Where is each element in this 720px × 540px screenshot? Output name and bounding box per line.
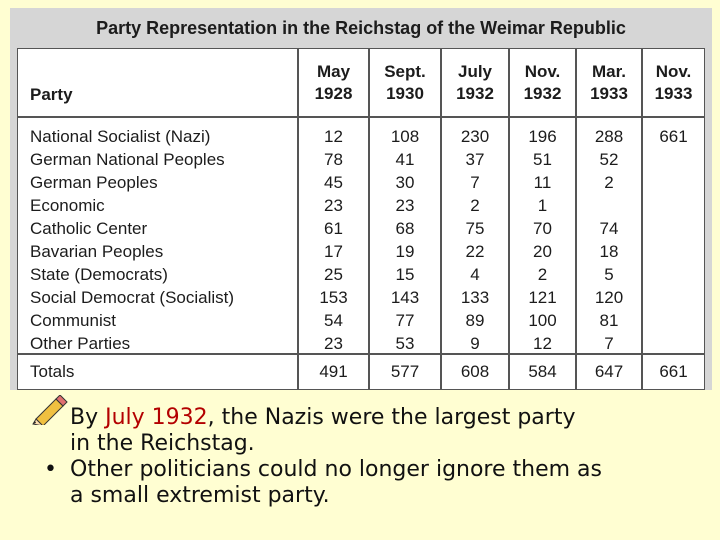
seat-count: 7	[470, 173, 480, 192]
seat-count	[643, 240, 704, 263]
seat-count: 77	[395, 311, 415, 330]
seat-count: 25	[324, 265, 343, 284]
total-seats: 491	[319, 362, 348, 381]
seat-count: 22	[465, 242, 485, 261]
party-name: Communist	[30, 311, 116, 330]
seat-count: 61	[324, 219, 343, 238]
seat-count	[577, 194, 641, 217]
column-header: Sept. 1930	[384, 62, 426, 103]
highlight-date: July 1932	[105, 405, 208, 430]
party-name: State (Democrats)	[30, 265, 168, 284]
seat-count: 1	[537, 196, 548, 215]
seat-count: 20	[533, 242, 552, 261]
seat-count: 81	[599, 311, 619, 330]
total-seats: 584	[528, 362, 557, 381]
seat-count: 7	[604, 334, 614, 353]
party-column-header: Party	[30, 85, 73, 104]
seat-count	[643, 286, 704, 309]
seat-count	[643, 171, 704, 194]
seat-count: 12	[533, 334, 552, 353]
seat-count: 41	[395, 150, 415, 169]
notes	[30, 405, 700, 509]
seat-count: 74	[599, 219, 619, 238]
total-seats: 577	[390, 362, 420, 381]
seat-count: 45	[324, 173, 343, 192]
reichstag-table	[10, 8, 712, 390]
note-1: By July 1932, the Nazis were the largest party in the Reichstag.	[30, 405, 700, 457]
column-header: Nov. 1932	[523, 62, 562, 103]
seat-count: 120	[594, 288, 624, 307]
seat-count: 17	[324, 242, 343, 261]
seat-count: 89	[465, 311, 485, 330]
seat-count: 68	[395, 219, 415, 238]
column-header: Mar. 1933	[590, 62, 628, 103]
seat-count: 37	[465, 150, 485, 169]
seat-count: 12	[324, 127, 343, 146]
party-name: German National Peoples	[30, 150, 225, 169]
column-header: Nov. 1933	[654, 62, 693, 103]
party-name: German Peoples	[30, 173, 158, 192]
seat-count	[643, 148, 704, 171]
column-header: May 1928	[314, 62, 353, 103]
seat-count: 100	[528, 311, 557, 330]
seat-count: 23	[324, 334, 343, 353]
total-seats: 608	[460, 362, 490, 381]
pencil-icon	[30, 395, 68, 425]
totals-label: Totals	[30, 362, 75, 381]
seat-count: 143	[390, 288, 420, 307]
seat-count: 51	[533, 150, 552, 169]
party-name: Catholic Center	[30, 219, 148, 238]
party-name: National Socialist (Nazi)	[30, 127, 211, 146]
seat-count: 54	[324, 311, 343, 330]
seat-count: 9	[470, 334, 480, 353]
seat-count: 2	[470, 196, 480, 215]
party-name: Bavarian Peoples	[30, 242, 164, 261]
seat-count: 153	[319, 288, 348, 307]
seat-count: 121	[528, 288, 557, 307]
bullet-icon: •	[44, 457, 57, 482]
seat-count: 53	[395, 334, 415, 353]
seat-count: 18	[599, 242, 619, 261]
column-header: July 1932	[456, 62, 494, 103]
seat-count: 661	[659, 127, 688, 146]
seat-count: 108	[390, 127, 420, 146]
seat-count	[643, 263, 704, 286]
header-divider	[18, 116, 704, 118]
seat-count: 52	[599, 150, 619, 169]
party-name: Economic	[30, 196, 105, 215]
seat-count: 78	[324, 150, 343, 169]
seat-count	[643, 309, 704, 332]
seat-count: 23	[395, 196, 415, 215]
table-body	[17, 48, 705, 390]
seat-count: 2	[604, 173, 614, 192]
seat-count	[643, 332, 704, 355]
seat-count: 196	[528, 127, 557, 146]
seat-count	[643, 194, 704, 217]
seat-count: 5	[604, 265, 614, 284]
seat-count: 75	[465, 219, 485, 238]
seat-count: 15	[395, 265, 415, 284]
seat-count: 4	[470, 265, 480, 284]
seat-count: 133	[460, 288, 490, 307]
seat-count: 19	[395, 242, 415, 261]
seat-count: 23	[324, 196, 343, 215]
total-seats: 661	[659, 362, 688, 381]
seat-count: 11	[533, 173, 552, 192]
table-title: Party Representation in the Reichstag of the Weimar Republic	[96, 18, 626, 38]
seat-count: 30	[395, 173, 415, 192]
party-name: Social Democrat (Socialist)	[30, 288, 235, 307]
seat-count: 70	[533, 219, 552, 238]
party-name: Other Parties	[30, 334, 131, 353]
seat-count: 2	[537, 265, 548, 284]
seat-count	[643, 217, 704, 240]
seat-count: 288	[594, 127, 624, 146]
note-2: • Other politicians could no longer ignore them as a small extremist party.	[44, 457, 602, 508]
seat-count: 230	[460, 127, 490, 146]
total-seats: 647	[594, 362, 624, 381]
